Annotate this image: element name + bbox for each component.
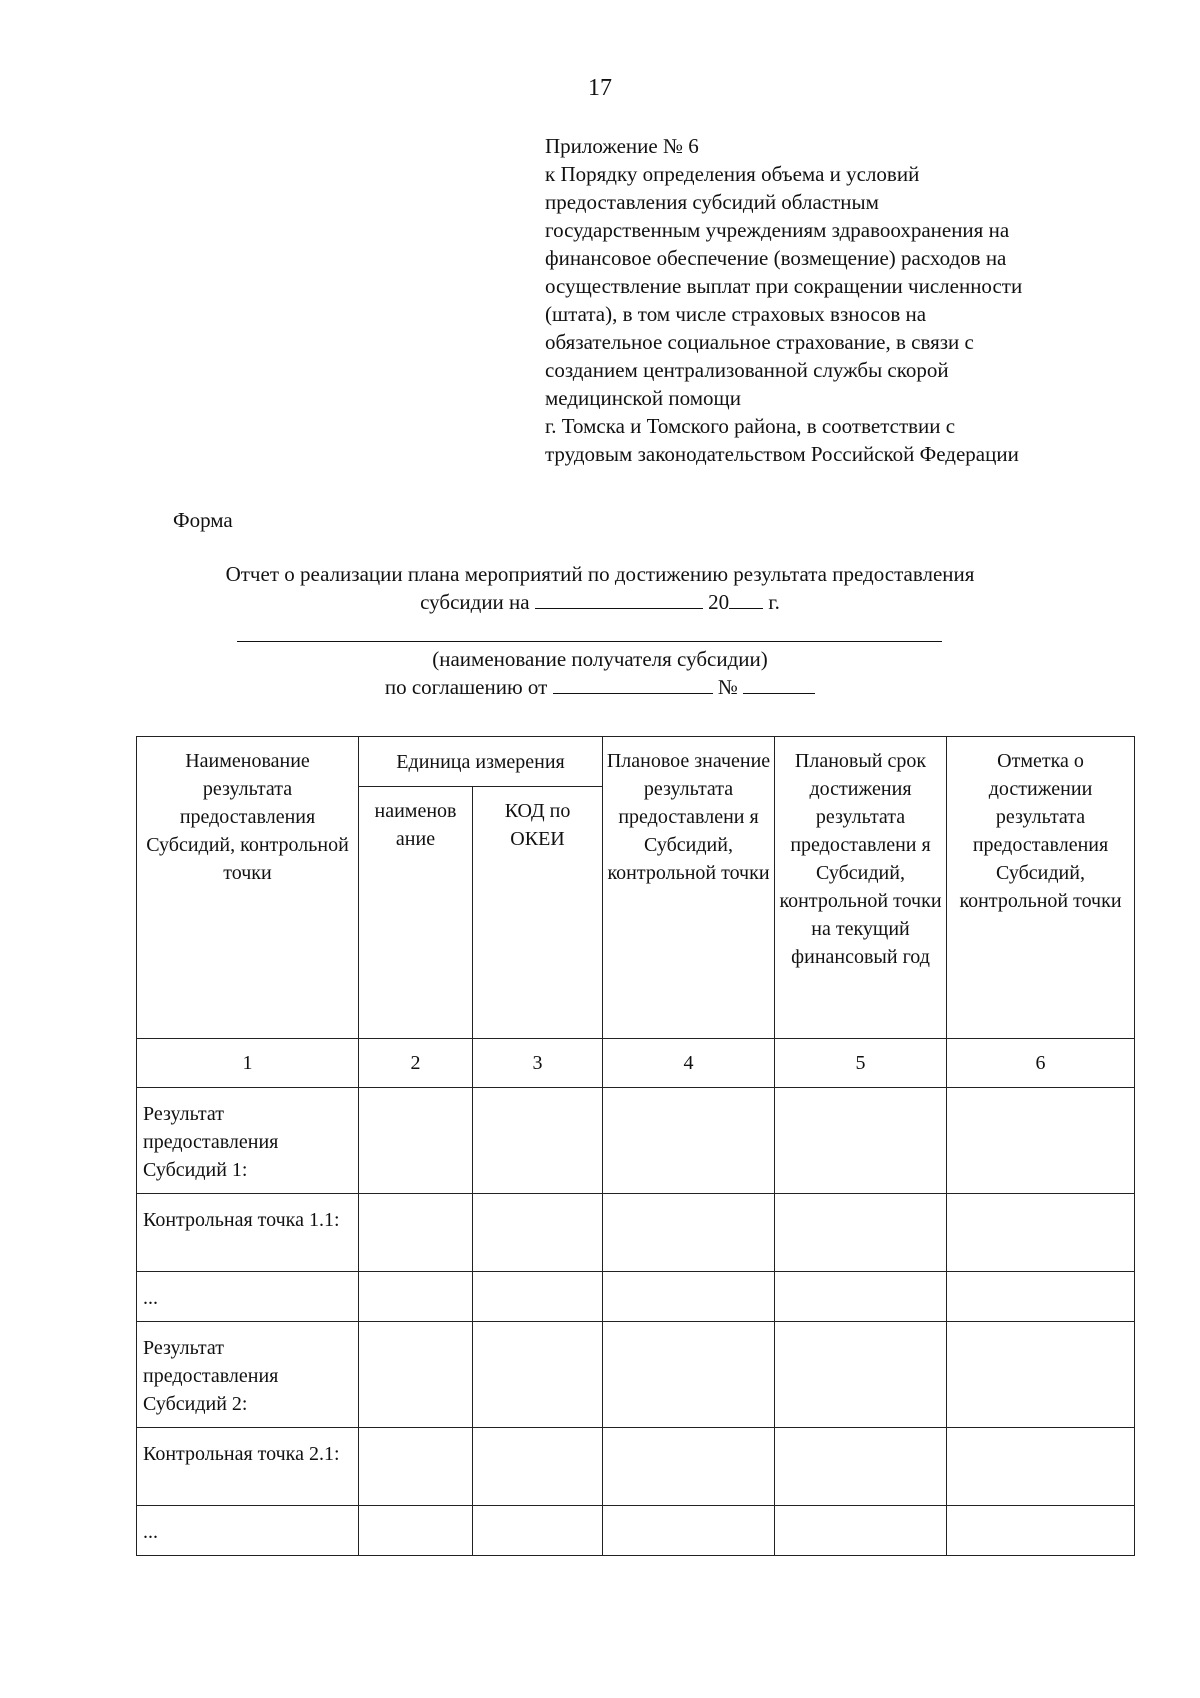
recipient-name-line[interactable] <box>237 641 942 642</box>
table-cell[interactable] <box>775 1428 947 1506</box>
table-cell[interactable] <box>359 1322 473 1428</box>
row-label: ... <box>137 1506 359 1556</box>
header-planned-value: Плановое значение результата предоставлени я Субсидий, контрольной точки <box>603 737 775 1039</box>
table-cell[interactable] <box>775 1506 947 1556</box>
column-number: 5 <box>775 1039 947 1088</box>
header-result-name: Наименование результата предоставления Субсидий, контрольной точки <box>137 737 359 1039</box>
header-planned-deadline: Плановый срок достижения результата предоставлени я Субсидий, контрольной точки на текущий финансовый год <box>775 737 947 1039</box>
annex-line: осуществление выплат при сокращении численности <box>545 274 1023 298</box>
row-label: Контрольная точка 1.1: <box>137 1194 359 1272</box>
table-cell[interactable] <box>603 1194 775 1272</box>
number-sign: № <box>717 675 738 699</box>
year-suffix: г. <box>768 590 780 614</box>
annex-line: предоставления субсидий областным <box>545 190 879 214</box>
report-title-line-2 <box>0 588 1200 616</box>
report-table <box>136 736 1135 1556</box>
annex-line: (штата), в том числе страховых взносов на <box>545 302 927 326</box>
table-cell[interactable] <box>359 1428 473 1506</box>
annex-line: обязательное социальное страхование, в связи с <box>545 330 974 354</box>
table-row <box>137 1088 1135 1194</box>
table-cell[interactable] <box>473 1506 603 1556</box>
column-number: 2 <box>359 1039 473 1088</box>
agreement-line <box>0 673 1200 701</box>
table-cell[interactable] <box>775 1088 947 1194</box>
table-cell[interactable] <box>359 1088 473 1194</box>
table-cell[interactable] <box>947 1428 1135 1506</box>
column-numbers-row <box>137 1039 1135 1088</box>
row-label: ... <box>137 1272 359 1322</box>
table-row <box>137 1272 1135 1322</box>
table-cell[interactable] <box>473 1272 603 1322</box>
table-row <box>137 1428 1135 1506</box>
table-cell[interactable] <box>359 1194 473 1272</box>
recipient-caption: (наименование получателя субсидии) <box>432 647 768 671</box>
row-label: Результат предоставления Субсидий 2: <box>137 1322 359 1428</box>
annex-line: финансовое обеспечение (возмещение) расходов на <box>545 246 1007 270</box>
annex-line: Приложение № 6 <box>545 134 699 158</box>
table-cell[interactable] <box>775 1322 947 1428</box>
header-unit-name: наименов ание <box>359 787 473 1039</box>
table-cell[interactable] <box>359 1506 473 1556</box>
table-cell[interactable] <box>947 1194 1135 1272</box>
recipient-block <box>0 645 1200 701</box>
table-cell[interactable] <box>359 1272 473 1322</box>
period-blank[interactable] <box>535 588 703 609</box>
annex-line: трудовым законодательством Российской Федерации <box>545 442 1019 466</box>
table-cell[interactable] <box>775 1272 947 1322</box>
column-number: 6 <box>947 1039 1135 1088</box>
header-row-1 <box>137 737 1135 787</box>
row-label: Контрольная точка 2.1: <box>137 1428 359 1506</box>
subsidy-on-label: субсидии на <box>420 590 530 614</box>
table-row <box>137 1194 1135 1272</box>
page-number: 17 <box>588 75 612 101</box>
annex-line: созданием централизованной службы скорой <box>545 358 949 382</box>
table-cell[interactable] <box>603 1322 775 1428</box>
agreement-label: по соглашению от <box>384 675 548 699</box>
column-number: 4 <box>603 1039 775 1088</box>
annex-line: государственным учреждениям здравоохранения на <box>545 218 1010 242</box>
annex-line: г. Томска и Томского района, в соответствии с <box>545 414 956 438</box>
table-row <box>137 1506 1135 1556</box>
table-cell[interactable] <box>947 1506 1135 1556</box>
table-cell[interactable] <box>947 1322 1135 1428</box>
table-cell[interactable] <box>603 1272 775 1322</box>
table-cell[interactable] <box>603 1506 775 1556</box>
form-label: Форма <box>173 508 233 532</box>
column-number: 1 <box>137 1039 359 1088</box>
row-label: Результат предоставления Субсидий 1: <box>137 1088 359 1194</box>
agreement-date-blank[interactable] <box>553 673 713 694</box>
table-cell[interactable] <box>775 1194 947 1272</box>
column-number: 3 <box>473 1039 603 1088</box>
annex-line: медицинской помощи <box>545 386 741 410</box>
report-title-line-1: Отчет о реализации плана мероприятий по достижению результата предоставления <box>225 562 975 586</box>
table-cell[interactable] <box>947 1272 1135 1322</box>
agreement-number-blank[interactable] <box>743 673 815 694</box>
year-prefix: 20 <box>708 590 730 614</box>
table-cell[interactable] <box>603 1428 775 1506</box>
header-okei-code: КОД по ОКЕИ <box>473 787 603 1039</box>
table-cell[interactable] <box>473 1428 603 1506</box>
annex-line: к Порядку определения объема и условий <box>545 162 920 186</box>
table-cell[interactable] <box>947 1088 1135 1194</box>
table-row <box>137 1322 1135 1428</box>
report-title <box>0 560 1200 616</box>
table-cell[interactable] <box>473 1322 603 1428</box>
table-cell[interactable] <box>473 1088 603 1194</box>
table-cell[interactable] <box>473 1194 603 1272</box>
header-achievement-mark: Отметка о достижении результата предоставления Субсидий, контрольной точки <box>947 737 1135 1039</box>
year-blank[interactable] <box>729 588 763 609</box>
annex-header <box>545 132 1105 468</box>
header-unit-group: Единица измерения <box>359 737 603 787</box>
table-cell[interactable] <box>603 1088 775 1194</box>
